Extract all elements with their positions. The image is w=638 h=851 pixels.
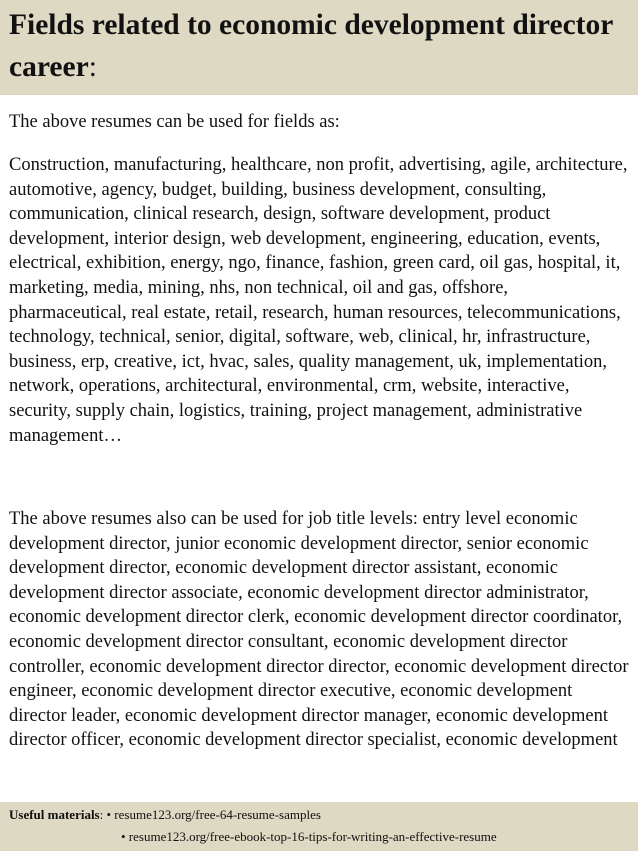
title-suffix: : [88, 51, 97, 83]
intro-text: The above resumes can be used for fields as: [9, 112, 340, 132]
title-bar [0, 0, 638, 95]
footer-link-1[interactable]: • resume123.org/free-64-resume-samples [106, 807, 321, 822]
footer-bar [0, 802, 638, 851]
footer-line-2 [121, 827, 497, 846]
footer-separator: : [99, 807, 104, 822]
page-title [9, 4, 629, 88]
useful-materials-label: Useful materials [9, 807, 100, 822]
job-levels-paragraph: The above resumes also can be used for job title levels: entry level economic development director, junior economic development director, senior economic development director, economic development director assistant, economic development director associate, economic development director administrator, economic development director clerk, economic development director coordinator, economic development director consultant, economic development director controller, economic development director director, economic development director engineer, economic development director executive, economic development director leader, economic development director manager, economic development director officer, economic development director specialist, economic development [9, 509, 629, 751]
title-text: Fields related to economic development director career [9, 9, 613, 83]
footer-line-1 [9, 805, 321, 824]
footer-link-2[interactable]: • resume123.org/free-ebook-top-16-tips-for-writing-an-effective-resume [121, 829, 497, 844]
fields-paragraph: Construction, manufacturing, healthcare, non profit, advertising, agile, architecture, automotive, agency, budget, building, business development, consulting, communication, clinical research, design, software development, product development, interior design, web development, engineering, education, events, electrical, exhibition, energy, ngo, finance, fashion, green card, oil gas, hospital, it, marketing, media, mining, nhs, non technical, oil and gas, offshore, pharmaceutical, real estate, retail, research, human resources, telecommunications, technology, technical, senior, digital, software, web, clinical, hr, infrastructure, business, erp, creative, ict, hvac, sales, quality management, uk, implementation, network, operations, architectural, environmental, crm, website, interactive, security, supply chain, logistics, training, project management, administrative management… [9, 155, 628, 446]
